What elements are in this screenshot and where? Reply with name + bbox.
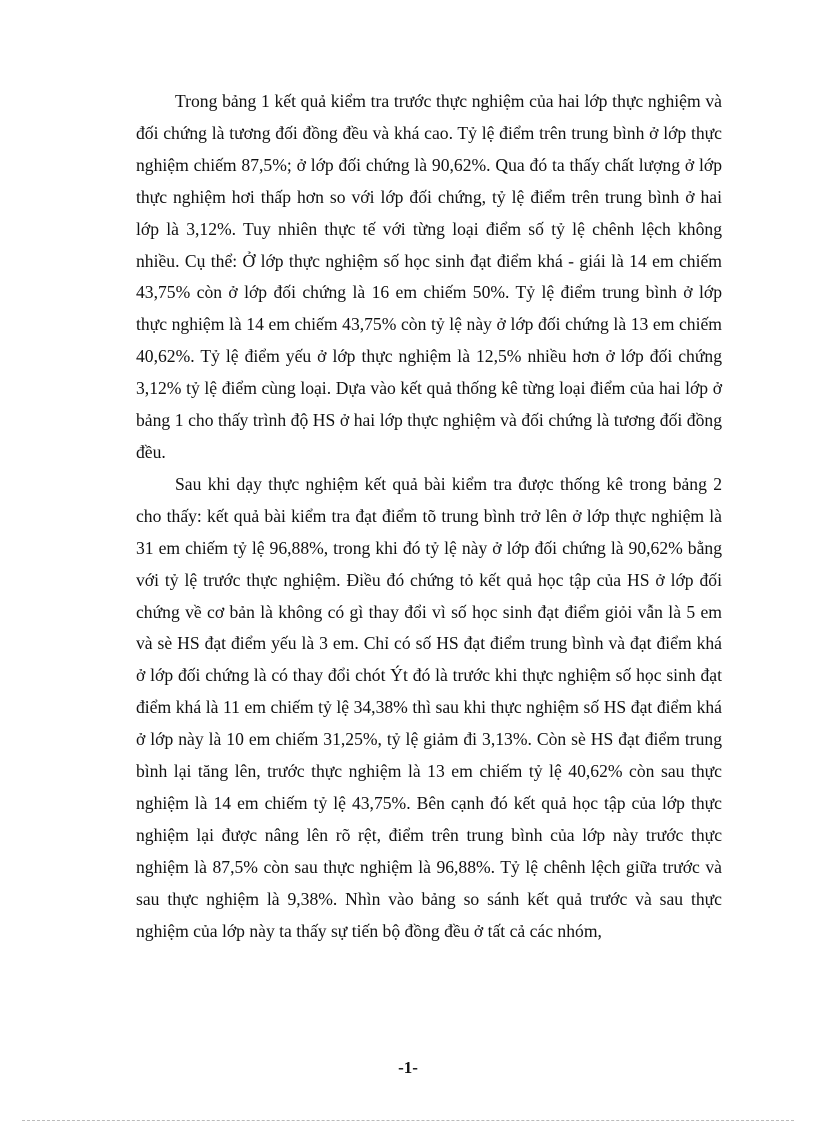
paragraph-2: Sau khi dạy thực nghiệm kết quả bài kiểm tra được thống kê trong bảng 2 cho thấy: kết quả bài kiểm tra đạt điểm tõ trung bình trở lên ở lớp thực nghiệm là 31 em chiếm tỷ lệ 96,88%, trong khi đó tỷ lệ này ở lớp đối chứng là 90,62% bằng với tỷ lệ trước thực nghiệm. Điều đó chứng tỏ kết quả học tập của HS ở lớp đối chứng về cơ bản là không có gì thay đổi vì số học sinh đạt điểm giỏi vẫn là 5 em và sè HS đạt điểm yếu là 3 em. Chỉ có số HS đạt điểm trung bình và đạt điểm khá ở lớp đối chứng là có thay đổi chót Ýt đó là trước khi thực nghiệm số học sinh đạt điểm khá là 11 em chiếm tỷ lệ 34,38% thì sau khi thực nghiệm số HS đạt điểm khá ở lớp này là 10 em chiếm 31,25%, tỷ lệ giảm đi 3,13%. Còn sè HS đạt điểm trung bình lại tăng lên, trước thực nghiệm là 13 em chiếm tỷ lệ 40,62% còn sau thực nghiệm là 14 em chiếm tỷ lệ 43,75%. Bên cạnh đó kết quả học tập của lớp thực nghiệm lại được nâng lên rõ rệt, điểm trên trung bình của lớp này trước thực nghiệm là 87,5% còn sau thực nghiệm là 96,88%. Tỷ lệ chênh lệch giữa trước và sau thực nghiệm là 9,38%. Nhìn vào bảng so sánh kết quả trước và sau thực nghiệm của lớp này ta thấy sự tiến bộ đồng đều ở tất cả các nhóm, (136, 473, 722, 941)
page-bottom-divider (22, 1120, 794, 1121)
document-body (136, 86, 722, 947)
page-number: -1- (398, 1058, 418, 1077)
paragraph-1: Trong bảng 1 kết quả kiểm tra trước thực nghiệm của hai lớp thực nghiệm và đối chứng là tương đối đồng đều và khá cao. Tỷ lệ điểm trên trung bình ở lớp thực nghiệm chiếm 87,5%; ở lớp đối chứng là 90,62%. Qua đó ta thấy chất lượng ở lớp thực nghiệm hơi thấp hơn so với lớp đối chứng, tỷ lệ điểm trên trung bình ở hai lớp là 3,12%. Tuy nhiên thực tế với từng loại điểm số tỷ lệ chênh lệch không nhiều. Cụ thể: Ở lớp thực nghiệm số học sinh đạt điểm khá - giái là 14 em chiếm 43,75% còn ở lớp đối chứng là 16 em chiếm 50%. Tỷ lệ điểm trung bình ở lớp thực nghiệm là 14 em chiếm 43,75% còn tỷ lệ này ở lớp đối chứng là 13 em chiếm 40,62%. Tỷ lệ điểm yếu ở lớp thực nghiệm là 12,5% nhiều hơn ở lớp đối chứng 3,12% tỷ lệ điểm cùng loại. Dựa vào kết quả thống kê từng loại điểm của hai lớp ở bảng 1 cho thấy trình độ HS ở hai lớp thực nghiệm và đối chứng là tương đối đồng đều. (136, 91, 722, 462)
